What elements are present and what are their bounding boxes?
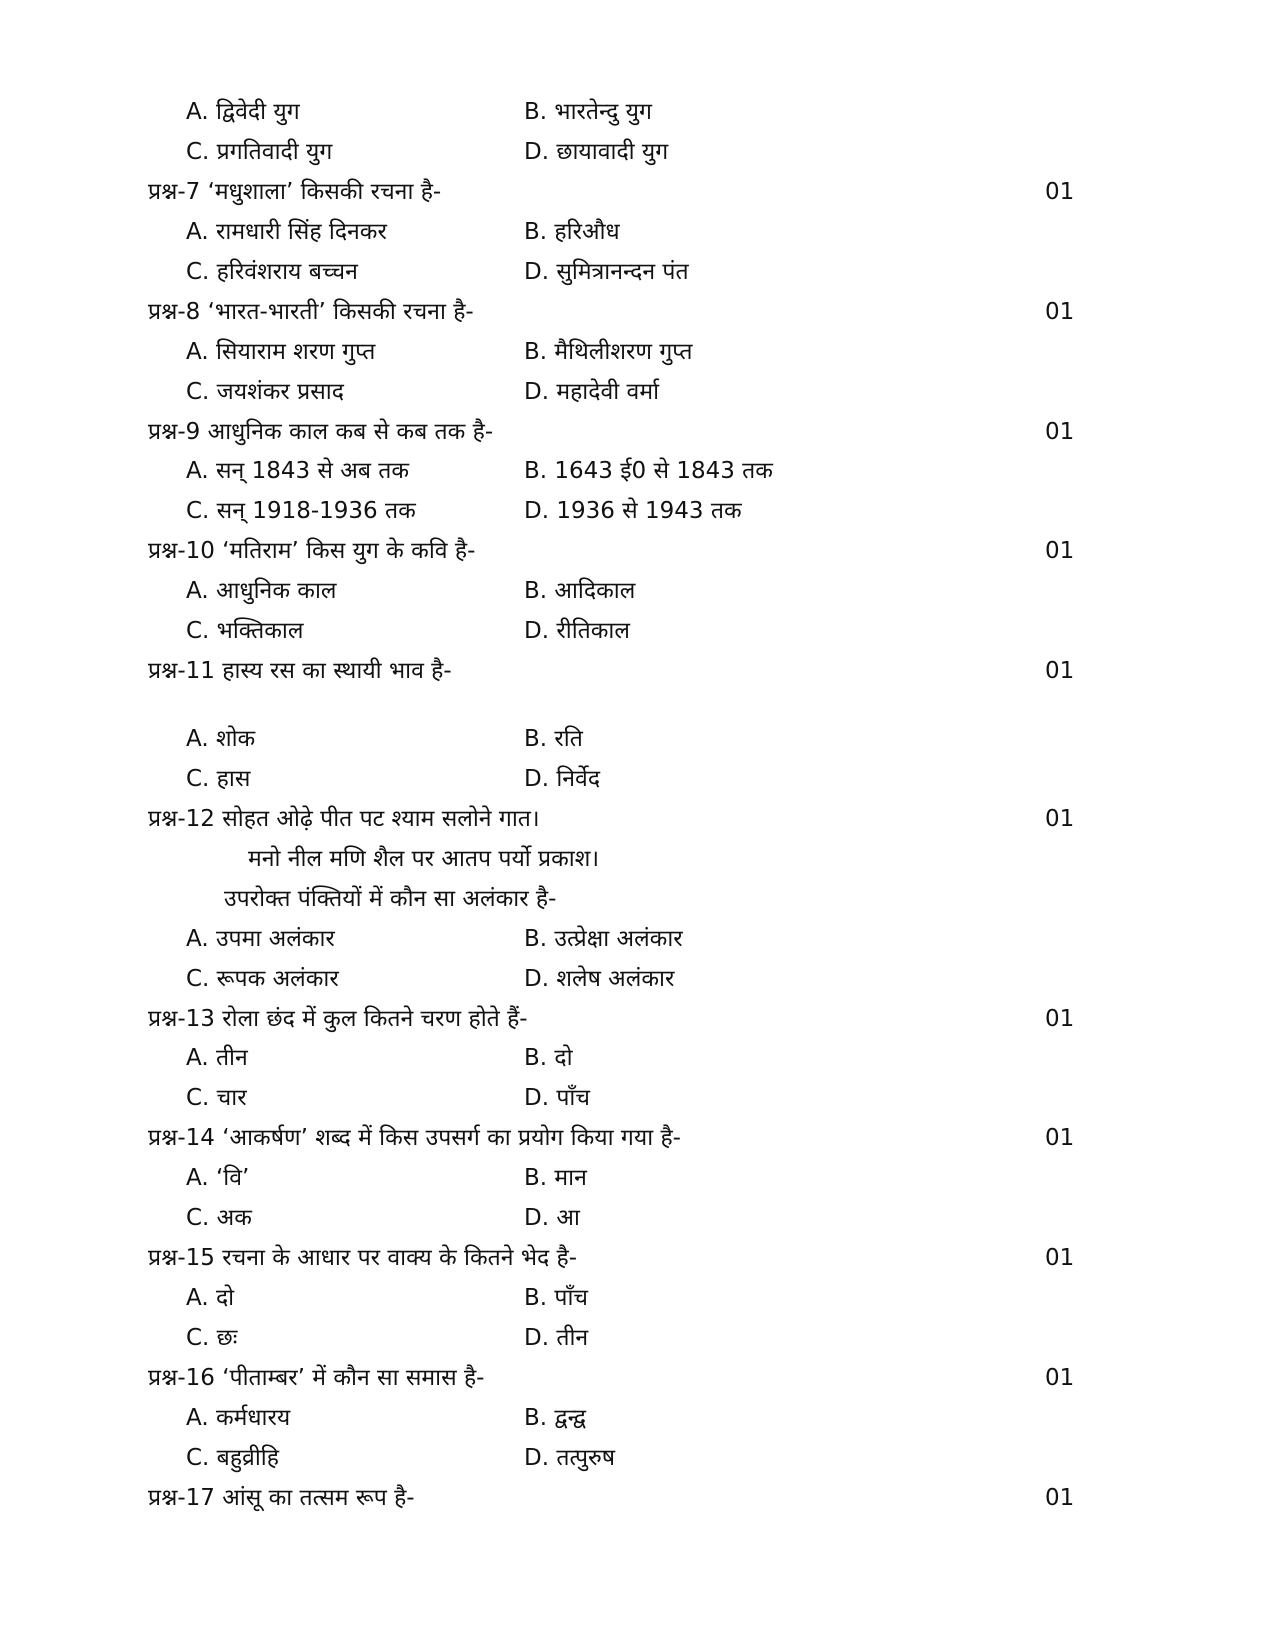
- option-a: A. तीन: [186, 1045, 248, 1071]
- option-a: A. द्विवेदी युग: [186, 99, 300, 125]
- option-a: A. शोक: [186, 726, 256, 752]
- question-text: प्रश्न-12 सोहत ओढ़े पीत पट श्याम सलोने गात।: [148, 806, 540, 832]
- question-text: प्रश्न-15 रचना के आधार पर वाक्य के कितने भेद है-: [148, 1245, 578, 1271]
- question-marks: 01: [1045, 1485, 1075, 1511]
- option-d: D. छायावादी युग: [524, 139, 669, 165]
- question-verse-line: मनो नील मणि शैल पर आतप पर्यो प्रकाश।: [248, 846, 600, 872]
- option-a: A. रामधारी सिंह दिनकर: [186, 219, 387, 245]
- option-c: C. प्रगतिवादी युग: [186, 139, 333, 165]
- question-text: प्रश्न-8 ‘भारत-भारती’ किसकी रचना है-: [148, 299, 474, 325]
- question-text: प्रश्न-7 ‘मधुशाला’ किसकी रचना है-: [148, 179, 442, 205]
- option-b: B. मैथिलीशरण गुप्त: [524, 339, 693, 365]
- option-c: C. बहुव्रीहि: [186, 1445, 279, 1471]
- question-marks: 01: [1045, 538, 1075, 564]
- option-b: B. मान: [524, 1165, 587, 1191]
- question-marks: 01: [1045, 658, 1075, 684]
- question-marks: 01: [1045, 1125, 1075, 1151]
- option-d: D. रीतिकाल: [524, 618, 630, 644]
- option-d: D. तत्पुरुष: [524, 1445, 616, 1471]
- question-prompt-line: उपरोक्त पंक्तियों में कौन सा अलंकार है-: [224, 886, 557, 912]
- question-marks: 01: [1045, 179, 1075, 205]
- option-c: C. रूपक अलंकार: [186, 966, 339, 992]
- option-d: D. 1936 से 1943 तक: [524, 498, 742, 524]
- option-b: B. भारतेन्दु युग: [524, 99, 652, 125]
- question-marks: 01: [1045, 1006, 1075, 1032]
- option-a: A. ‘वि’: [186, 1165, 250, 1191]
- option-b: B. रति: [524, 726, 583, 752]
- option-b: B. दो: [524, 1045, 573, 1071]
- option-c: C. भक्तिकाल: [186, 618, 304, 644]
- option-d: D. निर्वेद: [524, 766, 601, 792]
- option-a: A. सन् 1843 से अब तक: [186, 458, 410, 484]
- option-a: A. दो: [186, 1285, 235, 1311]
- option-c: C. छः: [186, 1325, 238, 1351]
- option-b: B. उत्प्रेक्षा अलंकार: [524, 926, 683, 952]
- option-d: D. सुमित्रानन्दन पंत: [524, 259, 689, 285]
- option-d: D. तीन: [524, 1325, 589, 1351]
- question-text: प्रश्न-14 ‘आकर्षण’ शब्द में किस उपसर्ग का प्रयोग किया गया है-: [148, 1125, 681, 1151]
- option-b: B. पाँच: [524, 1285, 589, 1311]
- question-text: प्रश्न-16 ‘पीताम्बर’ में कौन सा समास है-: [148, 1365, 485, 1391]
- option-a: A. सियाराम शरण गुप्त: [186, 339, 376, 365]
- option-a: A. आधुनिक काल: [186, 578, 337, 604]
- option-b: B. आदिकाल: [524, 578, 636, 604]
- option-c: C. चार: [186, 1085, 247, 1111]
- question-marks: 01: [1045, 806, 1075, 832]
- question-marks: 01: [1045, 1245, 1075, 1271]
- option-d: D. आ: [524, 1205, 580, 1231]
- question-text: प्रश्न-9 आधुनिक काल कब से कब तक है-: [148, 419, 494, 445]
- option-d: D. शलेष अलंकार: [524, 966, 675, 992]
- option-a: A. कर्मधारय: [186, 1405, 291, 1431]
- question-text: प्रश्न-13 रोला छंद में कुल कितने चरण होते हैं-: [148, 1006, 528, 1032]
- option-b: B. द्वन्द्व: [524, 1405, 586, 1431]
- option-b: B. हरिऔध: [524, 219, 620, 245]
- option-b: B. 1643 ई0 से 1843 तक: [524, 458, 773, 484]
- question-text: प्रश्न-17 आंसू का तत्सम रूप है-: [148, 1485, 415, 1511]
- option-c: C. हरिवंशराय बच्चन: [186, 259, 358, 285]
- question-text: प्रश्न-11 हास्य रस का स्थायी भाव है-: [148, 658, 452, 684]
- option-c: C. हास: [186, 766, 251, 792]
- option-c: C. अक: [186, 1205, 252, 1231]
- option-a: A. उपमा अलंकार: [186, 926, 335, 952]
- question-marks: 01: [1045, 1365, 1075, 1391]
- option-c: C. सन् 1918-1936 तक: [186, 498, 416, 524]
- option-d: D. महादेवी वर्मा: [524, 379, 660, 405]
- question-marks: 01: [1045, 299, 1075, 325]
- option-d: D. पाँच: [524, 1085, 590, 1111]
- question-text: प्रश्न-10 ‘मतिराम’ किस युग के कवि है-: [148, 538, 476, 564]
- option-c: C. जयशंकर प्रसाद: [186, 379, 344, 405]
- question-marks: 01: [1045, 419, 1075, 445]
